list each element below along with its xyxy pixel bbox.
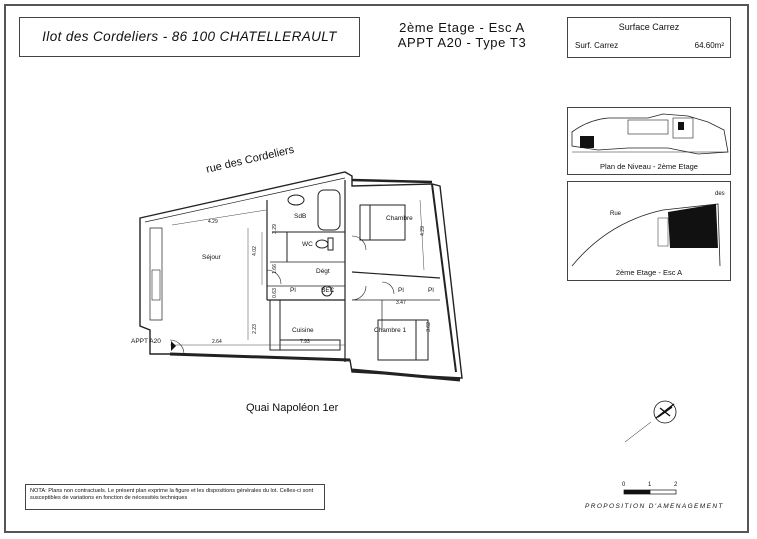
room-pl-2: Pl [398,287,404,294]
room-sejour: Séjour [202,254,221,261]
room-chambre1: Chambre 1 [374,327,407,334]
dim-label: 1.66 [271,264,278,274]
stair-plan-caption: 2ème Etage - Esc A [615,268,683,277]
disclaimer-note: NOTA: Plans non contractuels. Le présent plan exprime la figure et les dispositions générales du lot. Celles-ci sont susceptibles de variations en fonction de nécessités techniques [25,484,325,510]
surface-value: 64.60m² [694,41,724,50]
room-wc: WC [302,241,313,248]
project-title: Ilot des Cordeliers - 86 100 CHATELLERAULT [42,29,337,44]
surface-label: Surf. Carrez [575,41,619,50]
rue-label: Rue [610,211,622,217]
room-bec: BEC [321,287,335,294]
street-top-label: rue des Cordeliers [205,143,296,176]
dim-label: 3.62 [425,322,432,332]
dim-label: 0.63 [271,288,278,298]
dim-label: 2.64 [212,339,222,345]
footer-label: PROPOSITION D'AMENAGEMENT [585,503,724,510]
entry-label: APPT A20 [131,338,161,345]
apartment-label: APPT A20 - Type T3 [397,35,527,50]
des-label: des [715,191,725,197]
scale-label: 0 [622,482,626,488]
room-cuisine: Cuisine [292,327,314,334]
room-chambre: Chambre [386,215,413,222]
street-bottom-label: Quai Napoléon 1er [246,402,339,414]
room-degt: Dégt [316,268,330,275]
dim-label: 3.29 [271,224,278,234]
dim-label: 4.29 [419,226,426,236]
scale-label: 2 [674,482,678,488]
surface-heading: Surface Carrez [618,22,680,32]
dim-label: 3.47 [396,300,406,306]
room-sdb: SdB [294,213,307,220]
room-pl-1: Pl [290,287,296,294]
floor-label: 2ème Etage - Esc A [399,20,525,35]
dim-label: 4.29 [208,219,218,225]
scale-label: 1 [648,482,652,488]
dim-label: 2.23 [251,324,258,334]
dim-label: 7.93 [300,339,310,345]
dim-label: 4.02 [251,246,258,256]
level-plan-caption: Plan de Niveau - 2ème Etage [600,162,698,171]
room-pl-3: Pl [428,287,434,294]
